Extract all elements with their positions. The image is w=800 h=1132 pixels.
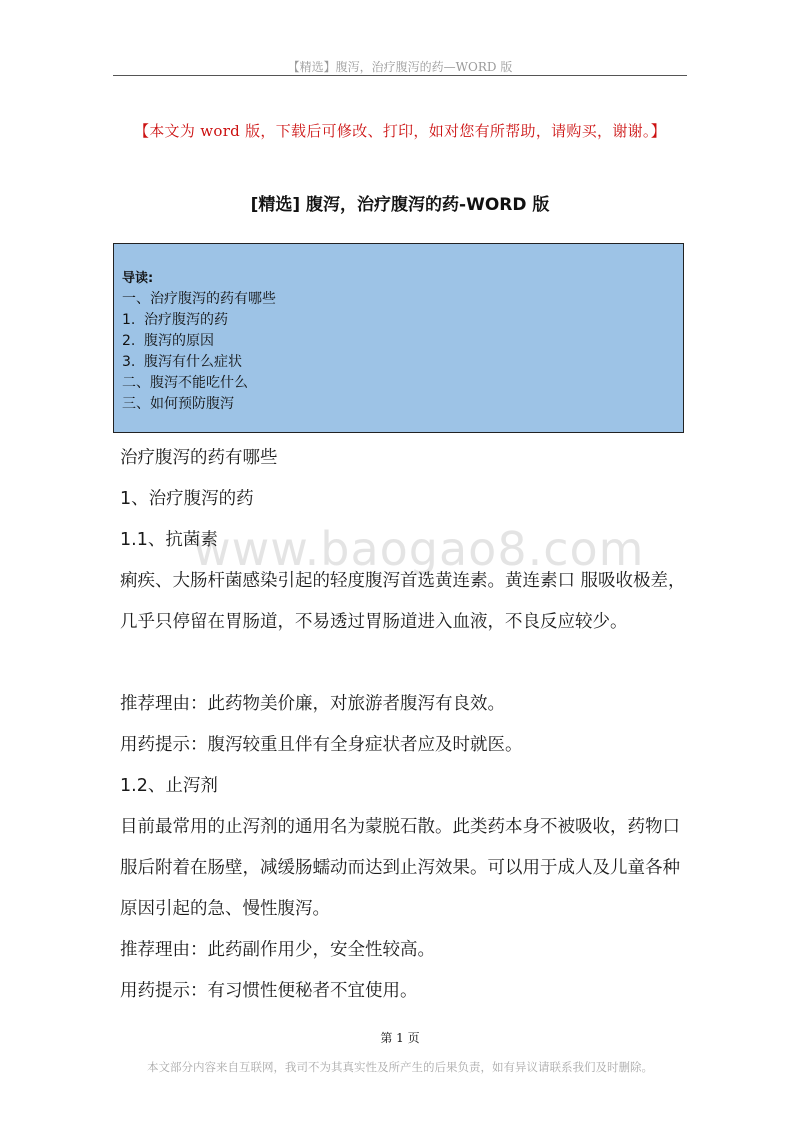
subsection-title: 1.2、止泻剂 (120, 776, 218, 796)
paragraph: 痢疾、大肠杆菌感染引起的轻度腹泻首选黄连素。黄连素口 服吸收极差，几乎只停留在胃肠道，不易透过胃肠道进入血液，不良反应较少。 (120, 571, 686, 632)
section-heading: 治疗腹泻的药有哪些 (120, 448, 278, 468)
usage-tip: 用药提示：腹泻较重且伴有全身症状者应及时就医。 (120, 735, 523, 755)
toc-item[interactable]: 2. 腹泻的原因 (122, 333, 214, 349)
header-rule (113, 75, 687, 76)
toc-item[interactable]: 一、治疗腹泻的药有哪些 (122, 291, 276, 307)
recommend-reason: 推荐理由：此药物美价廉，对旅游者腹泻有良效。 (120, 694, 505, 714)
document-title: [精选] 腹泻，治疗腹泻的药-WORD 版 (250, 195, 550, 215)
toc-item[interactable]: 1. 治疗腹泻的药 (122, 312, 228, 328)
recommend-reason: 推荐理由：此药副作用少，安全性较高。 (120, 940, 435, 960)
disclaimer-footer: 本文部分内容来自互联网，我司不为其真实性及所产生的后果负责，如有异议请联系我们及时删除。 (147, 1060, 653, 1074)
paragraph: 目前最常用的止泻剂的通用名为蒙脱石散。此类药本身不被吸收，药物口服后附着在肠壁，减缓肠蠕动而达到止泻效果。可以用于成人及儿童各种原因引起的急、慢性腹泻。 (120, 817, 680, 919)
toc-item[interactable]: 三、如何预防腹泻 (122, 396, 234, 412)
subsection-title: 1.1、抗菌素 (120, 530, 218, 550)
subsection-heading: 1、治疗腹泻的药 (120, 489, 254, 509)
toc-heading: 导读: (122, 271, 154, 286)
purchase-notice: 【本文为 word 版，下载后可修改、打印，如对您有所帮助，请购买，谢谢。】 (133, 122, 667, 140)
toc-item[interactable]: 3. 腹泻有什么症状 (122, 354, 242, 370)
toc-item[interactable]: 二、腹泻不能吃什么 (122, 375, 248, 391)
page-number: 第 1 页 (380, 1031, 420, 1045)
page-header: 【精选】腹泻，治疗腹泻的药—WORD 版 (287, 60, 513, 74)
table-of-contents (113, 243, 684, 433)
usage-tip: 用药提示：有习惯性便秘者不宜使用。 (120, 981, 418, 1001)
watermark: www.baogao8.com (193, 522, 645, 576)
